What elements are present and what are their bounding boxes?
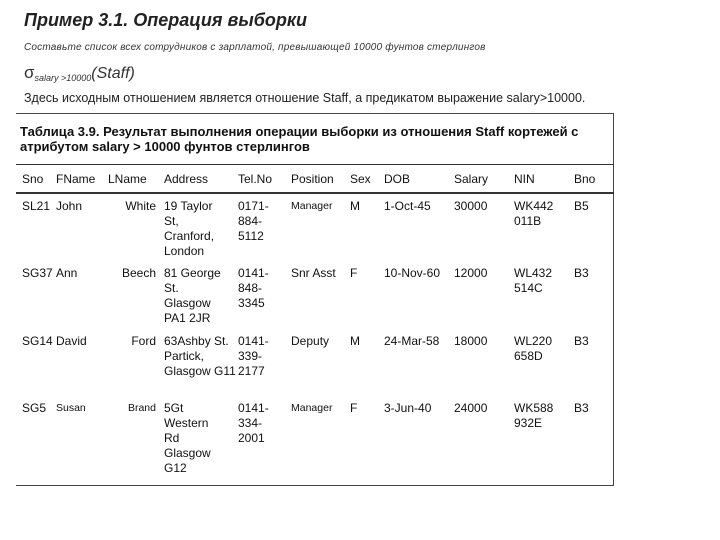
column-header-tel: Tel.No (238, 172, 273, 186)
cell-nin: WL432 (514, 266, 553, 280)
cell-sno: SL21 (22, 199, 51, 213)
cell-lname: White (125, 199, 156, 213)
cell-sex: M (350, 334, 360, 348)
cell-address: Glasgow (164, 296, 211, 310)
column-header-address: Address (164, 172, 209, 186)
cell-salary: 24000 (454, 401, 488, 415)
cell-address: G12 (164, 461, 187, 475)
cell-bno: B3 (574, 401, 589, 415)
cell-sno: SG5 (22, 401, 47, 415)
cell-tel: 884- (238, 214, 263, 228)
column-header-fname: FName (56, 172, 96, 186)
selection-predicate: salary >10000 (34, 73, 92, 83)
cell-position: Deputy (291, 334, 330, 348)
column-header-lname: LName (108, 172, 147, 186)
cell-address: 19 Taylor (164, 199, 213, 213)
cell-lname: Beech (121, 266, 156, 280)
cell-tel: 0141- (238, 334, 269, 348)
cell-position: Snr Asst (291, 266, 336, 280)
cell-dob: 3-Jun-40 (384, 401, 432, 415)
cell-position: Manager (291, 200, 333, 212)
cell-salary: 30000 (454, 199, 488, 213)
cell-tel: 334- (238, 416, 263, 430)
cell-salary: 18000 (454, 334, 488, 348)
sigma-symbol: σ (24, 63, 35, 82)
cell-address: Partick, (164, 349, 205, 363)
cell-address: Glasgow (164, 446, 211, 460)
cell-fname: Ann (56, 266, 78, 280)
cell-dob: 10-Nov-60 (384, 266, 441, 280)
page-title: Пример 3.1. Операция выборки (24, 10, 308, 30)
cell-dob: 24-Mar-58 (384, 334, 440, 348)
cell-tel: 3345 (238, 296, 265, 310)
cell-nin: 932E (514, 416, 543, 430)
cell-tel: 339- (238, 349, 263, 363)
cell-lname: Brand (127, 402, 156, 414)
header-top-rule (16, 164, 614, 165)
cell-tel: 5112 (238, 229, 264, 243)
cell-fname: John (56, 199, 83, 213)
cell-address: Cranford, (164, 229, 215, 243)
cell-address: 81 George (164, 266, 221, 280)
cell-address: PA1 2JR (164, 311, 211, 325)
cell-address: Western (164, 416, 209, 430)
explanation-text: Здесь исходным отношением является отношение Staff, а предикатом выражение salary>10000. (24, 91, 586, 105)
cell-address: St, (164, 214, 179, 228)
cell-address: Glasgow G11 (164, 364, 236, 378)
cell-bno: B3 (574, 266, 589, 280)
cell-tel: 0141- (238, 266, 269, 280)
cell-tel: 0141- (238, 401, 269, 415)
cell-nin: WK442 (514, 199, 554, 213)
selection-formula (24, 63, 135, 83)
cell-fname: David (56, 334, 87, 348)
cell-nin: 011B (514, 214, 542, 228)
cell-address: London (164, 244, 205, 258)
relation-name: (Staff) (91, 65, 135, 82)
cell-address: 63Ashby St. (164, 334, 229, 348)
cell-tel: 0171- (238, 199, 269, 213)
cell-dob: 1-Oct-45 (384, 199, 431, 213)
cell-position: Manager (291, 402, 333, 414)
column-header-bno: Bno (574, 172, 596, 186)
cell-sex: F (350, 266, 358, 280)
column-header-position: Position (291, 172, 334, 186)
cell-nin: WL220 (514, 334, 553, 348)
cell-tel: 2001 (238, 431, 265, 445)
cell-address: St. (164, 281, 179, 295)
cell-address: Rd (164, 431, 180, 445)
cell-tel: 848- (238, 281, 263, 295)
column-header-nin: NIN (514, 172, 535, 186)
column-header-salary: Salary (454, 172, 489, 186)
cell-nin: 514C (514, 281, 543, 295)
column-header-sex: Sex (350, 172, 371, 186)
table-caption: Таблица 3.9. Результат выполнения операции выборки из отношения Staff кортежей с атрибутом salary > 10000 фунтов стерлингов (20, 124, 579, 154)
cell-fname: Susan (56, 402, 86, 414)
cell-address: 5Gt (164, 401, 184, 415)
cell-nin: WK588 (514, 401, 554, 415)
cell-sno: SG14 (22, 334, 53, 348)
cell-bno: B5 (574, 199, 589, 213)
cell-sex: M (350, 199, 360, 213)
cell-nin: 658D (514, 349, 543, 363)
cell-tel: 2177 (238, 364, 265, 378)
header-bottom-rule (16, 192, 614, 194)
cell-bno: B3 (574, 334, 589, 348)
task-statement: Составьте список всех сотрудников с зарплатой, превышающей 10000 фунтов стерлингов (24, 42, 486, 53)
column-header-dob: DOB (384, 172, 411, 186)
cell-sno: SG37 (22, 266, 53, 280)
cell-lname: Ford (131, 334, 156, 348)
cell-sex: F (350, 401, 358, 415)
column-header-sno: Sno (22, 172, 44, 186)
cell-salary: 12000 (454, 266, 488, 280)
